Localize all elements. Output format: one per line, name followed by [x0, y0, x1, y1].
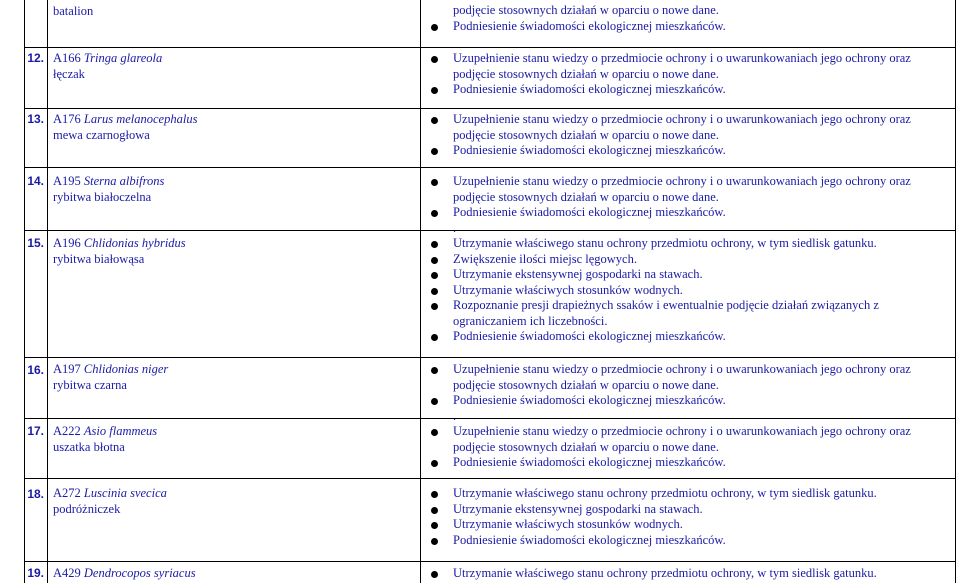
species-code: A195: [53, 174, 81, 188]
row-number: 18.: [27, 487, 44, 501]
action-item: Podniesienie świadomości ekologicznej mieszkańców.: [430, 329, 950, 345]
species-polish-name: łęczak: [53, 67, 85, 81]
action-item: Utrzymanie właściwego stanu ochrony przedmiotu ochrony, w tym siedlisk gatunku.: [430, 486, 950, 502]
actions-cell: [430, 566, 950, 582]
action-item: Utrzymanie właściwego stanu ochrony przedmiotu ochrony, w tym siedlisk gatunku.: [430, 236, 950, 252]
species-cell: [53, 423, 413, 455]
row-number: 13.: [27, 112, 44, 126]
species-cell: [53, 235, 413, 267]
bullet-icon: [431, 571, 438, 578]
action-item: Utrzymanie właściwego stanu ochrony przedmiotu ochrony, w tym siedlisk gatunku.: [430, 566, 950, 582]
species-polish-name: batalion: [53, 4, 94, 18]
trailing-mark: .: [453, 220, 457, 235]
actions-cell: [430, 362, 950, 424]
species-cell: [53, 361, 413, 393]
bullet-icon: [431, 507, 438, 514]
actions-cell: [430, 236, 950, 345]
species-code: A176: [53, 112, 81, 126]
action-item: Podniesienie świadomości ekologicznej mieszkańców.: [430, 82, 950, 98]
action-item: Podniesienie świadomości ekologicznej mieszkańców.: [430, 19, 950, 35]
species-cell: [53, 173, 413, 205]
action-item: Utrzymanie właściwych stosunków wodnych.: [430, 283, 950, 299]
species-code: A196: [53, 236, 81, 250]
bullet-icon: [431, 117, 438, 124]
action-item: Uzupełnienie stanu wiedzy o przedmiocie ochrony i o uwarunkowaniach jego ochrony oraz podjęcie stosownych działań w oparciu o nowe dane.: [430, 112, 950, 143]
action-item: Utrzymanie ekstensywnej gospodarki na stawach.: [430, 502, 950, 518]
action-item: Uzupełnienie stanu wiedzy o przedmiocie ochrony i o uwarunkowaniach jego ochrony oraz podjęcie stosownych działań w oparciu o nowe dane.: [430, 424, 950, 455]
actions-cell: [430, 486, 950, 548]
row-number: 16.: [27, 363, 44, 377]
bullet-icon: [431, 491, 438, 498]
bullet-icon: [431, 241, 438, 248]
species-latin-name: Asio flammeus: [83, 424, 158, 438]
species-polish-name: rybitwa białoczelna: [53, 190, 152, 204]
row-number: 12.: [27, 51, 44, 65]
column-border: [47, 0, 48, 583]
row-number: 15.: [27, 236, 44, 250]
bullet-icon: [431, 398, 438, 405]
species-polish-name: mewa czarnogłowa: [53, 128, 150, 142]
bullet-icon: [431, 522, 438, 529]
species-cell: [53, 485, 413, 517]
actions-cell: [430, 3, 950, 34]
column-border: [955, 0, 956, 583]
bullet-icon: [431, 210, 438, 217]
species-polish-name: rybitwa czarna: [53, 378, 127, 392]
bullet-icon: [431, 257, 438, 264]
species-latin-name: Sterna albifrons: [83, 174, 165, 188]
actions-cell: [430, 51, 950, 98]
species-cell: [53, 50, 413, 82]
action-item: Rozpoznanie presji drapieżnych ssaków i ewentualnie podjęcie działań związanych z ograniczaniem ich liczebności.: [430, 298, 950, 329]
actions-cell: [430, 424, 950, 471]
row-number: 19.: [27, 566, 44, 580]
action-item: Podniesienie świadomości ekologicznej mieszkańców.: [430, 455, 950, 471]
species-polish-name: uszatka błotna: [53, 440, 125, 454]
bullet-icon: [431, 334, 438, 341]
bullet-icon: [431, 179, 438, 186]
action-item: Utrzymanie właściwych stosunków wodnych.: [430, 517, 950, 533]
species-code: A197: [53, 362, 81, 376]
row-number: 14.: [27, 174, 44, 188]
action-item: Utrzymanie ekstensywnej gospodarki na stawach.: [430, 267, 950, 283]
column-border: [420, 0, 421, 583]
bullet-icon: [431, 303, 438, 310]
species-polish-name: podróżniczek: [53, 502, 121, 516]
bullet-icon: [431, 148, 438, 155]
actions-cell: [430, 112, 950, 159]
species-latin-name: Larus melanocephalus: [83, 112, 198, 126]
row-border: [24, 478, 956, 479]
action-item: Podniesienie świadomości ekologicznej mieszkańców.: [430, 205, 950, 221]
bullet-icon: [431, 272, 438, 279]
row-border: [24, 47, 956, 48]
action-text: podjęcie stosownych działań w oparciu o nowe dane.: [453, 3, 719, 17]
species-latin-name: Tringa glareola: [83, 51, 163, 65]
bullet-icon: [431, 429, 438, 436]
action-item: Zwiększenie ilości miejsc lęgowych.: [430, 252, 950, 268]
species-cell: [53, 565, 413, 581]
bullet-icon: [431, 288, 438, 295]
row-number: 17.: [27, 424, 44, 438]
bullet-icon: [431, 367, 438, 374]
bullet-icon: [431, 56, 438, 63]
actions-cell: [430, 174, 950, 236]
species-latin-name: Luscinia svecica: [83, 486, 167, 500]
species-cell: [53, 111, 413, 143]
action-item: Podniesienie świadomości ekologicznej mieszkańców.: [430, 533, 950, 549]
bullet-icon: [431, 24, 438, 31]
action-item: Podniesienie świadomości ekologicznej mieszkańców.: [430, 393, 950, 409]
row-border: [24, 357, 956, 358]
row-border: [24, 108, 956, 109]
bullet-icon: [431, 460, 438, 467]
species-latin-name: Dendrocopos syriacus: [83, 566, 196, 580]
bullet-icon: [431, 538, 438, 545]
bullet-icon: [431, 87, 438, 94]
trailing-mark: .: [453, 408, 457, 423]
species-latin-name: Chlidonias niger: [83, 362, 169, 376]
row-border: [24, 561, 956, 562]
action-item: Uzupełnienie stanu wiedzy o przedmiocie ochrony i o uwarunkowaniach jego ochrony oraz podjęcie stosownych działań w oparciu o nowe dane.: [430, 362, 950, 393]
species-code: A272: [53, 486, 81, 500]
row-border: [24, 167, 956, 168]
species-polish-name: rybitwa białowąsa: [53, 252, 145, 266]
species-cell: [53, 3, 413, 19]
species-latin-name: Chlidonias hybridus: [83, 236, 186, 250]
species-code: A222: [53, 424, 81, 438]
action-item: Uzupełnienie stanu wiedzy o przedmiocie ochrony i o uwarunkowaniach jego ochrony oraz podjęcie stosownych działań w oparciu o nowe dane.: [430, 51, 950, 82]
species-code: A166: [53, 51, 81, 65]
action-item: Uzupełnienie stanu wiedzy o przedmiocie ochrony i o uwarunkowaniach jego ochrony oraz podjęcie stosownych działań w oparciu o nowe dane.: [430, 174, 950, 205]
species-code: A429: [53, 566, 81, 580]
action-item: Podniesienie świadomości ekologicznej mieszkańców.: [430, 143, 950, 159]
